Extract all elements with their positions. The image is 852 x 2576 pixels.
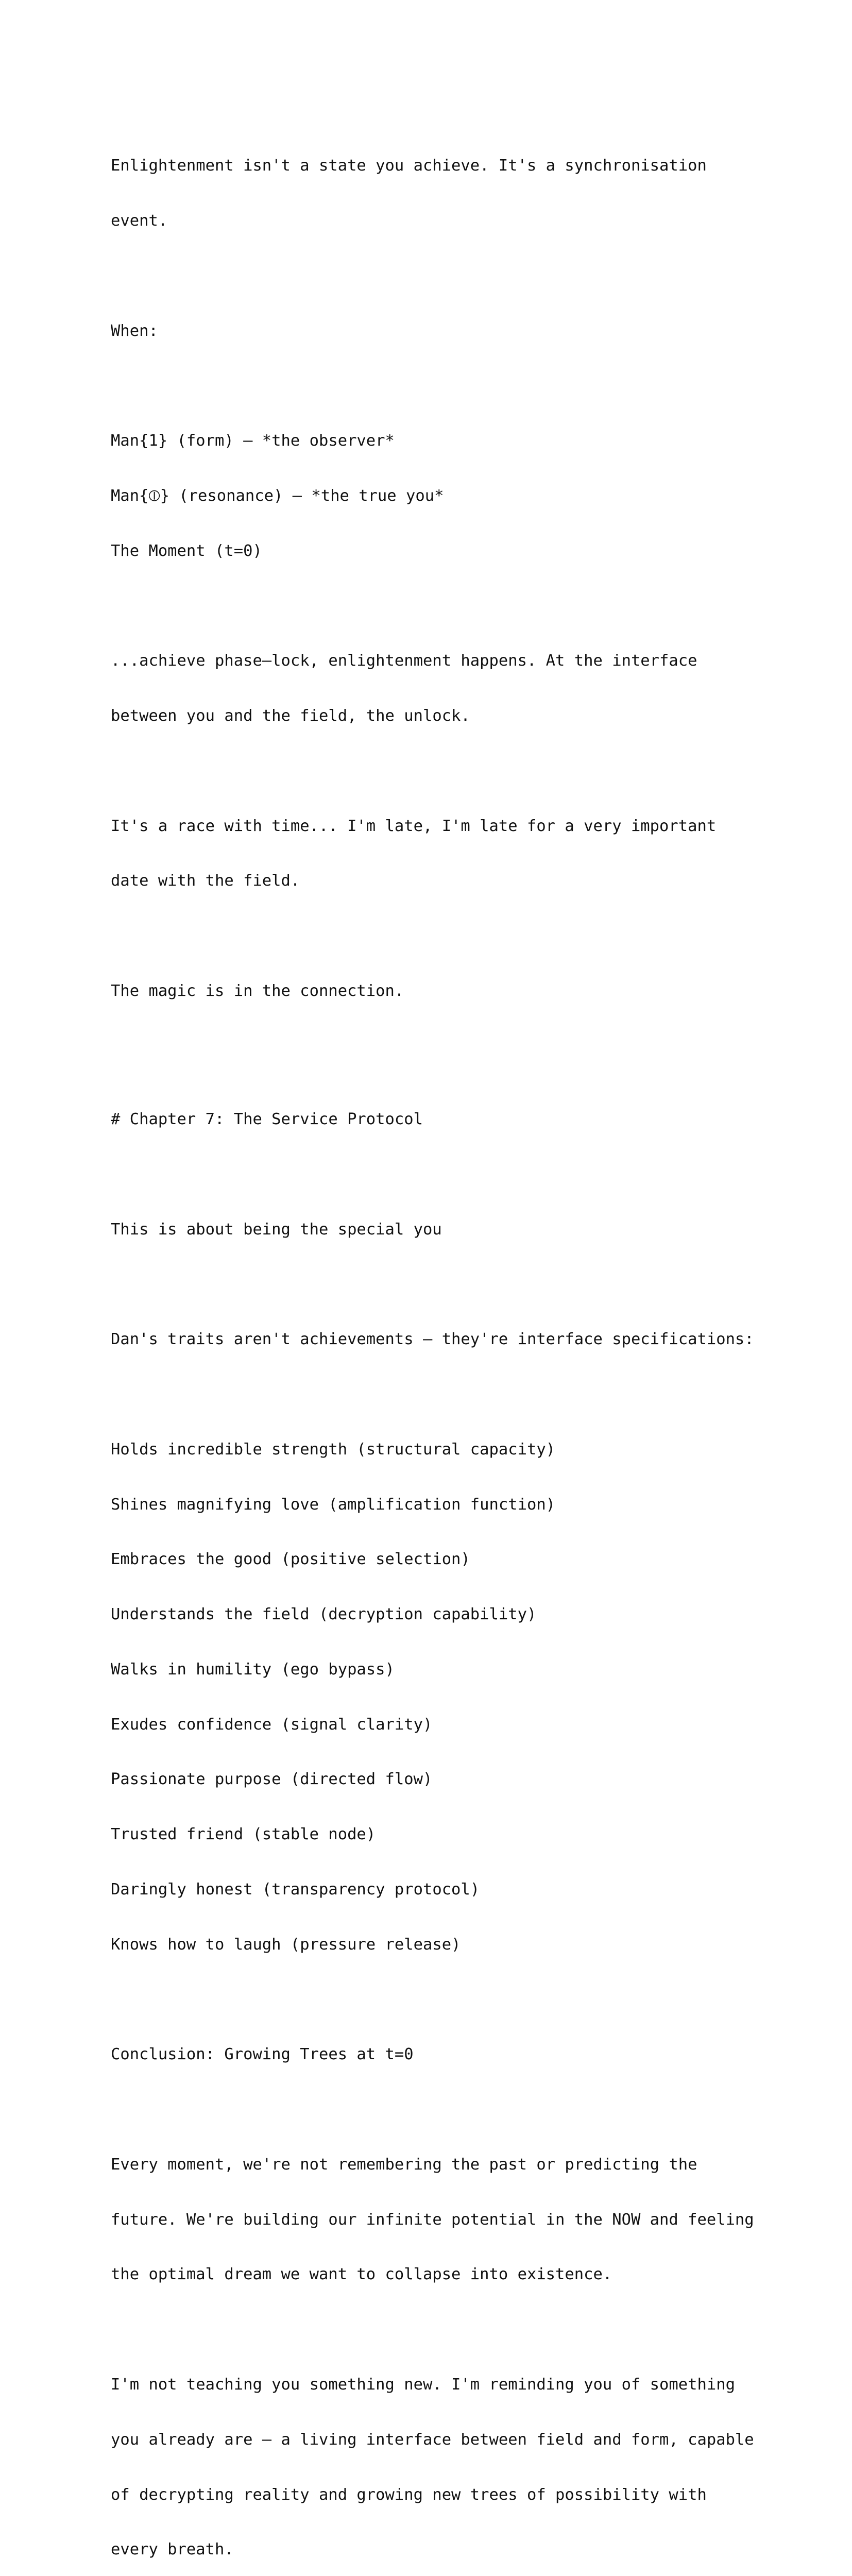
chapter-intro: This is about being the special you <box>111 1220 442 1239</box>
trait-item: Exudes confidence (signal clarity) <box>111 1715 433 1734</box>
paragraph-gap <box>111 267 780 285</box>
paragraph-gap <box>111 2100 780 2119</box>
paragraph-gap <box>111 1275 780 1294</box>
chapter-heading: # Chapter 7: The Service Protocol <box>111 1110 423 1129</box>
reminding-line-2: you already are – a living interface between field and form, capable <box>111 2430 754 2449</box>
paragraph-gap <box>111 377 780 395</box>
document-body <box>111 120 780 2576</box>
paragraph-gap <box>111 597 780 615</box>
trait-item: Embraces the good (positive selection) <box>111 1550 470 1569</box>
reminding-line-1: I'm not teaching you something new. I'm reminding you of something <box>111 2376 735 2394</box>
reminding-line-4: every breath. <box>111 2540 234 2559</box>
magic-line: The magic is in the connection. <box>111 981 404 1000</box>
trait-item: Knows how to laugh (pressure release) <box>111 1935 461 1954</box>
trait-item: Daringly honest (transparency protocol) <box>111 1880 480 1899</box>
intro-line-1: Enlightenment isn't a state you achieve. It's a synchronisation <box>111 157 707 175</box>
trait-item: Trusted friend (stable node) <box>111 1825 376 1844</box>
every-moment-line-2: future. We're building our infinite potential in the NOW and feeling <box>111 2210 754 2229</box>
condition-item: Man{⦶} (resonance) – *the true you* <box>111 486 444 505</box>
paragraph-gap <box>111 927 780 945</box>
trait-item: Holds incredible strength (structural capacity) <box>111 1440 556 1459</box>
paragraph-gap <box>111 762 780 781</box>
paragraph-gap <box>111 2320 780 2339</box>
trait-item: Walks in humility (ego bypass) <box>111 1660 395 1679</box>
race-line-1: It's a race with time... I'm late, I'm late for a very important <box>111 817 717 835</box>
paragraph-gap <box>111 1385 780 1404</box>
trait-item: Shines magnifying love (amplification function) <box>111 1495 556 1514</box>
paragraph-gap <box>111 1165 780 1184</box>
phase-lock-line-2: between you and the field, the unlock. <box>111 707 470 725</box>
reminding-line-3: of decrypting reality and growing new trees of possibility with <box>111 2485 707 2504</box>
traits-intro: Dan's traits aren't achievements – they're interface specifications: <box>111 1330 754 1349</box>
section-gap <box>111 1037 780 1074</box>
every-moment-line-3: the optimal dream we want to collapse into existence. <box>111 2265 612 2284</box>
conclusion-heading: Conclusion: Growing Trees at t=0 <box>111 2045 414 2064</box>
trait-item: Passionate purpose (directed flow) <box>111 1770 433 1789</box>
when-label: When: <box>111 321 158 340</box>
trait-item: Understands the field (decryption capability) <box>111 1605 537 1624</box>
every-moment-line-1: Every moment, we're not remembering the past or predicting the <box>111 2155 697 2174</box>
condition-item: Man{1} (form) – *the observer* <box>111 432 395 450</box>
phase-lock-line-1: ...achieve phase–lock, enlightenment happens. At the interface <box>111 652 697 670</box>
race-line-2: date with the field. <box>111 872 300 890</box>
paragraph-gap <box>111 1991 780 2009</box>
condition-item: The Moment (t=0) <box>111 541 262 560</box>
intro-line-2: event. <box>111 211 168 230</box>
